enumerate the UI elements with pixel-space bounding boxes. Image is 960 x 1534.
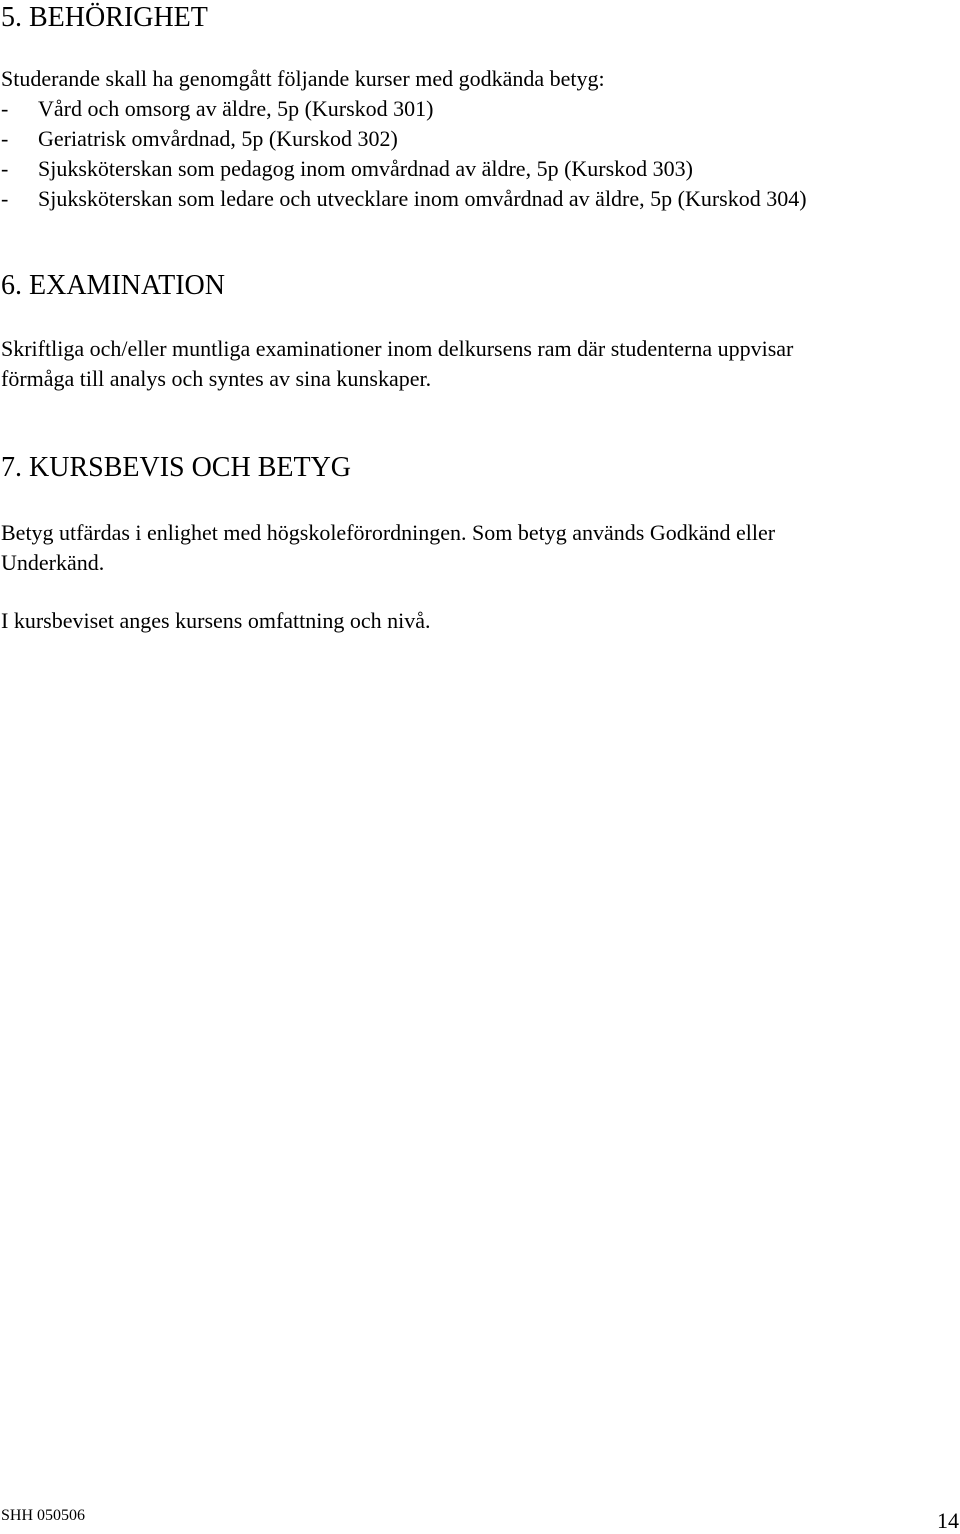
list-item — [1, 154, 693, 184]
bullet-dash: - — [1, 186, 9, 211]
bullet-dash: - — [1, 96, 9, 121]
bullet-dash: - — [1, 156, 9, 181]
page-number: 14 — [937, 1508, 959, 1533]
section-6-text-line: förmåga till analys och syntes av sina kunskaper. — [1, 366, 432, 391]
list-item — [1, 184, 807, 214]
section-6-text-line: Skriftliga och/eller muntliga examinationer inom delkursens ram där studenterna uppvisar — [1, 336, 794, 361]
list-item-text: Vård och omsorg av äldre, 5p (Kurskod 301) — [38, 96, 434, 121]
section-7-text-line: Underkänd. — [1, 550, 105, 575]
section-5-heading: 5. BEHÖRIGHET — [1, 2, 208, 33]
section-6-heading: 6. EXAMINATION — [1, 270, 225, 301]
bullet-dash: - — [1, 126, 9, 151]
section-7-heading: 7. KURSBEVIS OCH BETYG — [1, 452, 352, 483]
footer-document-code: SHH 050506 — [1, 1507, 86, 1524]
section-7-extra-text: I kursbeviset anges kursens omfattning och nivå. — [1, 608, 431, 633]
list-item-text: Sjuksköterskan som ledare och utvecklare inom omvårdnad av äldre, 5p (Kurskod 304) — [38, 186, 807, 211]
section-7-text-line: Betyg utfärdas i enlighet med högskoleförordningen. Som betyg används Godkänd eller — [1, 520, 776, 545]
list-item — [1, 124, 398, 154]
section-5-intro: Studerande skall ha genomgått följande kurser med godkända betyg: — [1, 66, 605, 91]
list-item-text: Geriatrisk omvårdnad, 5p (Kurskod 302) — [38, 126, 398, 151]
list-item — [1, 94, 434, 124]
list-item-text: Sjuksköterskan som pedagog inom omvårdnad av äldre, 5p (Kurskod 303) — [38, 156, 693, 181]
